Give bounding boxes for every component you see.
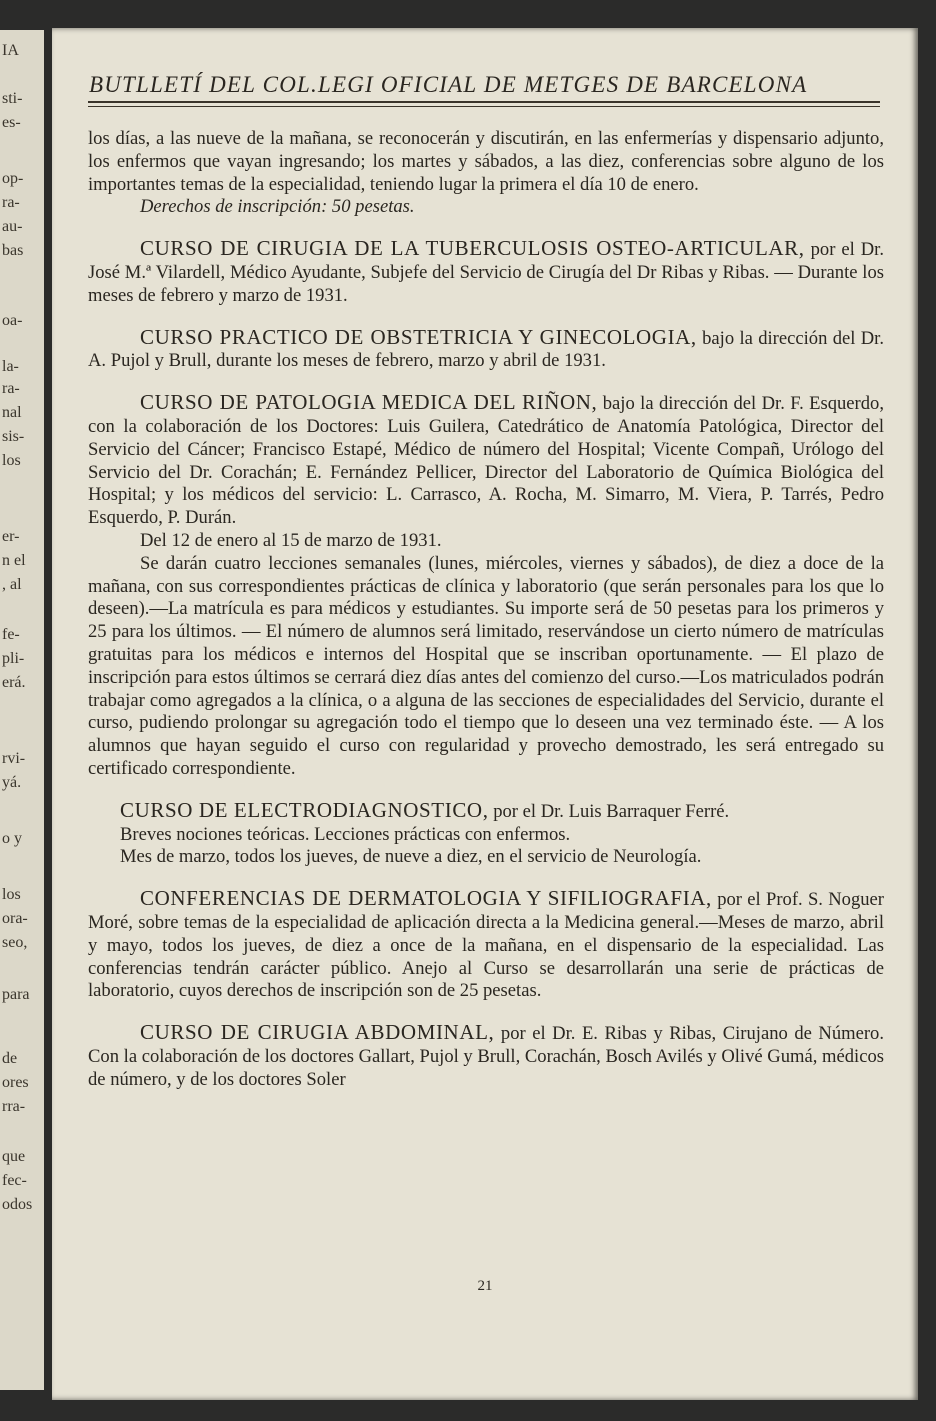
facing-page-fragment: au- — [2, 218, 23, 235]
facing-page-fragment: IA — [2, 42, 19, 59]
course-text: por el Dr. Luis Barraquer Ferré. — [488, 800, 730, 822]
facing-page-fragment: n el — [2, 552, 26, 569]
course-obstetricia — [88, 326, 884, 374]
fee-line: Derechos de inscripción: 50 pesetas. — [140, 196, 415, 218]
facing-page-fragment: rra- — [2, 1098, 26, 1115]
course-text: bajo la dirección del Dr. A. Pujol y Brull, durante los meses de febrero, marzo y abril de 1931. — [88, 327, 884, 372]
facing-page-fragment: odos — [2, 1196, 33, 1213]
facing-page-fragment: para — [2, 986, 30, 1003]
course-title: CURSO PRACTICO DE OBSTETRICIA Y GINECOLOGIA, — [140, 324, 697, 349]
course-text: por el Dr. José M.ª Vilardell, Médico Ayudante, Subjefe del Servicio de Cirugía del Dr Ribas y Ribas. — Durante los meses de febrero y marzo de 1931. — [88, 239, 884, 306]
facing-page-fragment: er- — [2, 528, 20, 545]
page-number: 21 — [477, 1278, 493, 1294]
facing-page-fragment: los — [2, 452, 21, 469]
course-text: bajo la dirección del Dr. F. Esquerdo, con la colaboración de los Doctores: Luis Guilera, Catedrático de Anatomía Patológica, Director del Servicio del Cáncer; Francisco Estapé, Médico de número del Hospital; Vicente Compañ, Urólogo del Servicio del Dr. Corachán; E. Fernández Pellicer, Director del Laboratorio de Química Biológica del Hospital; y los médicos del servicio: L. Carrasco, A. Rocha, M. Simarro, M. Viera, P. Tarrés, Pedro Esquerdo, P. Durán. — [88, 393, 884, 529]
course-rinon — [88, 391, 884, 530]
body-text — [88, 128, 884, 1091]
fee-label: Derechos de inscripción — [140, 196, 322, 218]
facing-page-fragment: de — [2, 1050, 18, 1067]
electro-line2: Breves nociones teóricas. Lecciones prácticas con enfermos. — [120, 823, 571, 845]
page — [52, 28, 918, 1400]
course-abdominal — [88, 1021, 884, 1091]
facing-page-fragment: ores — [2, 1074, 29, 1091]
course-title: CONFERENCIAS DE DERMATOLOGIA Y SIFILIOGRAFIA, — [140, 886, 712, 911]
course-tuberculosis — [88, 237, 884, 307]
facing-page-fragment: op- — [2, 170, 24, 187]
facing-page-fragment: los — [2, 886, 21, 903]
facing-page-fragment: fe- — [2, 626, 20, 643]
course-title: CURSO DE ELECTRODIAGNOSTICO, — [120, 797, 489, 822]
facing-page-fragment: ra- — [2, 194, 20, 211]
course-title: CURSO DE PATOLOGIA MEDICA DEL RIÑON, — [140, 390, 598, 415]
course-title: CURSO DE CIRUGIA DE LA TUBERCULOSIS OSTEO-ARTICULAR, — [140, 236, 805, 261]
facing-page-fragment: ora- — [2, 910, 28, 927]
course-text: por el Prof. S. Noguer Moré, sobre temas de la especialidad de aplicación directa a la Medicina general.—Meses de marzo, abril y mayo, todos los jueves, de diez a once de la mañana, en el dispensario de la especialidad. Las conferencias tendrán carácter público. Anejo al Curso se desarrollarán una serie de prácticas de laboratorio, cuyos derechos de inscripción son de 25 pesetas. — [88, 889, 884, 1002]
facing-page-fragment: fec- — [2, 1172, 27, 1189]
intro-text: los días, a las nueve de la mañana, se reconocerán y discutirán, en las enfermerías y dispensario adjunto, los enfermos que vayan ingresando; los martes y sábados, a las diez, conferencias sobre alguno de los importantes temas de la especialidad, teniendo lugar la primera el día 10 de enero. — [88, 128, 884, 195]
header-rule-thin — [88, 106, 880, 107]
running-head: BUTLLETÍ DEL COL.LEGI OFICIAL DE METGES DE BARCELONA — [89, 72, 808, 97]
rinon-dates: Del 12 de enero al 15 de marzo de 1931. — [140, 529, 442, 551]
facing-page-fragment: bas — [2, 242, 24, 259]
facing-page-fragment: yá. — [2, 774, 22, 791]
header-rule — [88, 101, 880, 103]
facing-page-fragment: ra- — [2, 380, 20, 397]
course-electro — [88, 799, 884, 824]
course-text: por el Dr. E. Ribas y Ribas, Cirujano de Número. Con la colaboración de los doctores Gallart, Pujol y Brull, Corachán, Bosch Avilés y Olivé Gumá, médicos de número, y de los doctores Soler — [88, 1023, 884, 1090]
facing-page-fragment: o y — [2, 830, 22, 847]
course-title: CURSO DE CIRUGIA ABDOMINAL, — [140, 1020, 495, 1045]
facing-page-fragment: rvi- — [2, 750, 26, 767]
facing-page-fragment: , al — [2, 576, 22, 593]
facing-page-fragment: oa- — [2, 312, 23, 329]
course-dermatologia — [88, 887, 884, 1003]
facing-page-fragment: es- — [2, 114, 21, 131]
rinon-details: Se darán cuatro lecciones semanales (lunes, miércoles, viernes y sábados), de diez a doce de la mañana, con sus correspondientes prácticas de clínica y laboratorio (que serán personales para los que lo deseen).—La matrícula es para médicos y estudiantes. Su importe será de 50 pesetas para los primeros y 25 para los últimos. — El número de alumnos será limitado, reservándose un cierto número de matrículas gratuitas para los médicos e internos del Hospital que se inscriban oportunamente. — El plazo de inscripción para estos últimos se cerrará diez días antes del comienzo del curso.—Los matriculados podrán trabajar como agregados a la clínica, o a alguna de las secciones de especialidades del Servicio, durante el curso, pudiendo prolongar su agregación todo el tiempo que lo deseen una vez terminado éste. — A los alumnos que hayan seguido el curso con regularidad y provecho demostrado, les será entregado su certificado correspondiente. — [88, 552, 884, 779]
electro-line3: Mes de marzo, todos los jueves, de nueve a diez, en el servicio de Neurología. — [120, 846, 702, 868]
facing-page-fragment: erá. — [2, 674, 26, 691]
facing-page-fragment: la- — [2, 358, 19, 375]
facing-page-fragment: sti- — [2, 90, 23, 107]
facing-page-edge — [0, 30, 44, 1390]
facing-page-fragment: que — [2, 1148, 26, 1165]
fee-value: 50 pesetas. — [331, 196, 415, 218]
intro-paragraph — [88, 128, 884, 196]
facing-page-fragment: seo, — [2, 934, 28, 951]
facing-page-fragment: pli- — [2, 650, 25, 667]
facing-page-fragment: nal — [2, 404, 22, 421]
facing-page-fragment: sis- — [2, 428, 25, 445]
